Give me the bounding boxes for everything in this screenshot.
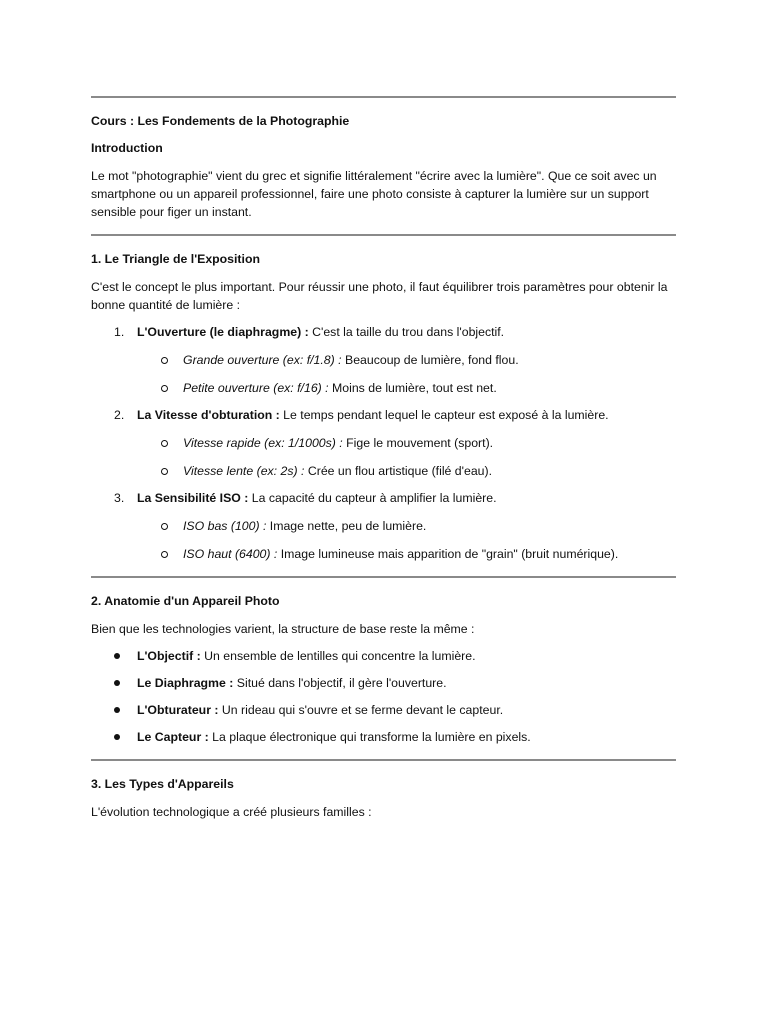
list-item-desc: C'est la taille du trou dans l'objectif.	[308, 325, 505, 339]
list-item-term: La Sensibilité ISO :	[137, 491, 249, 505]
circle-bullet-icon	[161, 551, 168, 558]
list-item	[91, 728, 676, 746]
sub-item-text: Moins de lumière, tout est net.	[328, 381, 497, 395]
section1-paragraph: C'est le concept le plus important. Pour réussir une photo, il faut équilibrer trois paramètres pour obtenir la bonne quantité de lumière :	[91, 280, 668, 312]
horizontal-rule	[91, 576, 676, 578]
section3-paragraph: L'évolution technologique a créé plusieurs familles :	[91, 805, 372, 819]
list-item-term: La Vitesse d'obturation :	[137, 408, 280, 422]
sub-item-term: Vitesse lente (ex: 2s) :	[183, 464, 305, 478]
circle-bullet-icon	[161, 440, 168, 447]
list-item	[91, 489, 676, 563]
list-item-term: L'Obturateur :	[137, 703, 219, 717]
circle-bullet-icon	[161, 468, 168, 475]
sub-item-term: ISO haut (6400) :	[183, 547, 278, 561]
sub-item-text: Crée un flou artistique (filé d'eau).	[304, 464, 493, 478]
list-item	[91, 406, 676, 480]
intro-heading: Introduction	[91, 141, 163, 155]
document-page	[91, 0, 676, 821]
list-item-term: Le Diaphragme :	[137, 676, 234, 690]
sub-item-text: Image lumineuse mais apparition de "grain" (bruit numérique).	[277, 547, 619, 561]
sub-list	[137, 351, 676, 397]
sub-item-term: Grande ouverture (ex: f/1.8) :	[183, 353, 342, 367]
list-item-term: L'Objectif :	[137, 649, 201, 663]
exposure-list	[91, 323, 676, 563]
bullet-icon	[114, 734, 120, 740]
intro-paragraph: Le mot "photographie" vient du grec et signifie littéralement "écrire avec la lumière". Que ce soit avec un smartphone ou un appareil professionnel, faire une photo consiste à capturer la lumière sur un support sensible pour figer un instant.	[91, 169, 657, 219]
list-item-desc: Situé dans l'objectif, il gère l'ouverture.	[233, 676, 447, 690]
sub-item-text: Image nette, peu de lumière.	[266, 519, 427, 533]
list-number: 2.	[114, 408, 125, 422]
sub-list-item	[91, 517, 676, 535]
sub-item-term: ISO bas (100) :	[183, 519, 267, 533]
list-item-desc: La capacité du capteur à amplifier la lumière.	[248, 491, 497, 505]
list-item	[91, 674, 676, 692]
sub-list	[137, 434, 676, 480]
bullet-icon	[114, 707, 120, 713]
circle-bullet-icon	[161, 357, 168, 364]
sub-list-item	[91, 462, 676, 480]
horizontal-rule	[91, 234, 676, 236]
list-item	[91, 701, 676, 719]
list-number: 3.	[114, 491, 125, 505]
circle-bullet-icon	[161, 523, 168, 530]
camera-parts-list	[91, 647, 676, 746]
horizontal-rule	[91, 759, 676, 761]
sub-item-term: Petite ouverture (ex: f/16) :	[183, 381, 329, 395]
sub-item-term: Vitesse rapide (ex: 1/1000s) :	[183, 436, 343, 450]
sub-item-text: Fige le mouvement (sport).	[342, 436, 494, 450]
section1-heading: 1. Le Triangle de l'Exposition	[91, 252, 260, 266]
sub-list-item	[91, 351, 676, 369]
section3-heading: 3. Les Types d'Appareils	[91, 777, 234, 791]
horizontal-rule	[91, 96, 676, 98]
list-item-desc: Un ensemble de lentilles qui concentre la lumière.	[200, 649, 476, 663]
sub-item-text: Beaucoup de lumière, fond flou.	[341, 353, 519, 367]
section2-paragraph: Bien que les technologies varient, la structure de base reste la même :	[91, 622, 475, 636]
list-item	[91, 647, 676, 665]
section2-heading: 2. Anatomie d'un Appareil Photo	[91, 594, 280, 608]
list-item	[91, 323, 676, 397]
sub-list	[137, 517, 676, 563]
list-item-desc: Un rideau qui s'ouvre et se ferme devant le capteur.	[218, 703, 504, 717]
document-title: Cours : Les Fondements de la Photographie	[91, 114, 350, 128]
circle-bullet-icon	[161, 385, 168, 392]
bullet-icon	[114, 653, 120, 659]
list-item-term: L'Ouverture (le diaphragme) :	[137, 325, 309, 339]
sub-list-item	[91, 545, 676, 563]
bullet-icon	[114, 680, 120, 686]
list-item-desc: La plaque électronique qui transforme la lumière en pixels.	[208, 730, 531, 744]
list-item-term: Le Capteur :	[137, 730, 209, 744]
list-number: 1.	[114, 325, 125, 339]
sub-list-item	[91, 379, 676, 397]
list-item-desc: Le temps pendant lequel le capteur est exposé à la lumière.	[279, 408, 609, 422]
sub-list-item	[91, 434, 676, 452]
